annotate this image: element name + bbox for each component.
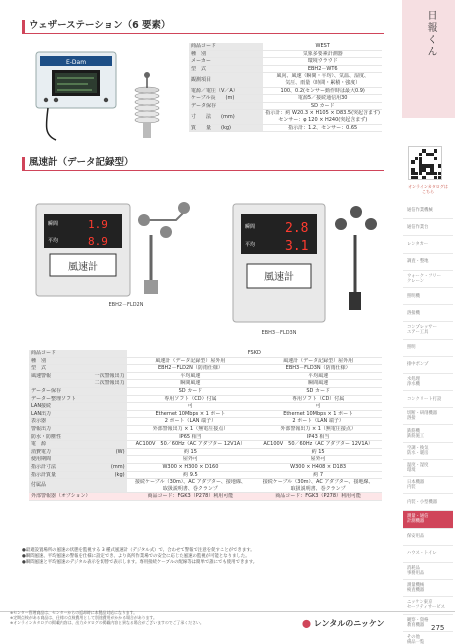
sidebar-category[interactable]: 消耗品 事務用品 <box>403 563 453 580</box>
sidebar-category[interactable]: 照明機 <box>403 288 453 305</box>
spec-row: 指示計寸法 (mm) W300 × H300 × D160 W300 × H408 × D183 <box>29 463 382 471</box>
spec-row: 消費電力 (W) 約 15 約 15 <box>29 448 382 456</box>
weather-station-illustration <box>26 40 176 150</box>
footer-line: ※オンラインカタログの掲載内容は、出力カタログの掲載内容と異なる場合がございますのでご了承ください。 <box>10 620 204 625</box>
spec-row: 型 式 EBH2－WT6 <box>189 65 382 73</box>
right-display-label-1: 瞬間 <box>245 224 256 230</box>
spec-row: 警報出力 外部警報出力 × 1（無電圧接点） 外部警報出力 × 1（無電圧接点） <box>29 425 382 433</box>
spec-row: LAN接続 可 可 <box>29 403 382 411</box>
sidebar-category[interactable]: 観察・資格 教育機器 <box>403 615 453 632</box>
note-line: ●瞬間風速と平均風速のデジタル表示を切替で表示します。専用接続ケーブルの配線等は簡単で誰にでも使用できます。 <box>22 560 258 565</box>
sidebar-category[interactable]: ウォーク・フリー クレーン <box>403 271 453 288</box>
footer-line: ※定期点検がある商品は、仕様の点検費用として別途費用がかかる場合があります。 <box>10 615 157 620</box>
right-display-value-2: 3.1 <box>285 239 309 254</box>
left-display-value-1: 1.9 <box>88 218 108 231</box>
sidebar-category[interactable]: 通信作業機械 <box>403 202 453 219</box>
sidebar-category[interactable]: レンタカー <box>403 236 453 253</box>
spec-row: 商品コード FSKD <box>29 350 382 357</box>
sidebar-category[interactable]: 照明 <box>403 340 453 357</box>
sidebar-category[interactable]: 鉄筋機 鉄筋施工 <box>403 425 453 442</box>
spec-row: データー整理ソフト 専用ソフト（CD）付属 専用ソフト（CD）付属 <box>29 395 382 403</box>
sidebar-title: 日報くん <box>425 10 436 58</box>
category-list <box>403 202 453 644</box>
spec-row: メーカー 環境ウラウド <box>189 58 382 66</box>
anemometer-spec-table <box>29 350 382 501</box>
spec-row: 付属品 接続ケーブル（30m）、AC アダプター、接地線、 取扱説明書、巻クランプ 接続ケーブル（30m）、AC アダプター、接地線、 取扱説明書、巻クランプ <box>29 479 382 493</box>
svg-text:E-Dam: E-Dam <box>65 59 87 66</box>
sidebar-category[interactable]: その他 備品一覧 <box>403 632 453 644</box>
brand-logo: ⬤ レンタルのニッケン <box>302 619 385 628</box>
sidebar-category[interactable]: 空調・換気 防水・暖房 <box>403 443 453 460</box>
spec-row: データー保存 SD カード SD カード <box>29 387 382 395</box>
spec-row: 表示器 2 ポート（LAN 端子） 2 ポート（LAN 端子） <box>29 418 382 426</box>
caption-right: EBH3－FLD3N <box>261 330 297 336</box>
spec-row: 型 式 EBH2－FLD2N（防雨仕様） EBH3－FLD3N（防雨仕様） <box>29 365 382 373</box>
spec-row: 商品コード WEST <box>189 43 382 50</box>
sidebar-category[interactable]: 日本機器 内装 <box>403 477 453 494</box>
spec-row: 寸 法 (mm) 指示計：約 W20.3 × H105 × D83.5(突起含まず) センサー：φ 120 × H240(突起含まず) <box>191 110 380 123</box>
spec-row: 観測項目 風向、風速（瞬間・平均）、気温、湿度、 気圧、雨量（時間・累積・強度） <box>189 73 382 87</box>
sidebar-category[interactable]: 水処理 浄水機 <box>403 374 453 391</box>
spec-row: 指示計質量 (kg) 約 9.5 約 7 <box>29 471 382 479</box>
caption-left: EBH2－FLD2N <box>108 302 144 308</box>
sidebar-category[interactable]: コンクリート打設 <box>403 391 453 408</box>
note-line: ●最適設置場所の風速の状態を監視する 3 種式風速計（デジタル式）で、合わせて警報で注意を促すことができます。 <box>22 548 255 553</box>
anemometer-right-illustration <box>225 180 385 340</box>
spec-row: 種 別 風速計（データ記録型）屋外用 風速計（データ記録型）屋外用 <box>29 357 382 365</box>
sidebar-category[interactable]: 温度・湿度 環境 <box>403 460 453 477</box>
sidebar-category[interactable]: ニッケン東京 セーフティサービス <box>403 597 453 614</box>
spec-row: 質 量 (kg) 指示計：1.2、センサー：0.65 <box>189 124 382 132</box>
left-display-panel-label: 風速計 <box>68 262 98 273</box>
spec-row: データ保存 SD カード <box>189 102 382 110</box>
spec-row: 電 源 AC100V 50／60Hz（AC アダプター 12V1A） AC100V 50／60Hz（AC アダプター 12V1A） <box>29 441 382 449</box>
sidebar-category[interactable]: 溶接機 <box>403 305 453 322</box>
section-title-anemometer: 風速計（データ記録型） <box>22 157 384 171</box>
spec-row: 風速警報 一次警報出力 平均風速 平均風速 <box>29 372 382 380</box>
spec-row: LAN出力 Ethernet 10Mbps × 1 ポート Ethernet 10Mbps × 1 ポート <box>29 410 382 418</box>
sidebar-category[interactable]: 通信作業台 <box>403 219 453 236</box>
section-title-weather: ウェザーステーション（6 要素） <box>22 20 384 34</box>
spec-row: 使用期間 屋外可 屋外可 <box>29 456 382 464</box>
sidebar-category[interactable]: 保安用品 <box>403 529 453 546</box>
anemometer-left-illustration <box>26 180 226 310</box>
sidebar-category[interactable]: 測量機械 検査機器 <box>403 580 453 597</box>
right-display-value-1: 2.8 <box>285 221 309 236</box>
qr-code[interactable] <box>408 146 442 180</box>
sidebar-category[interactable]: 測量・通信 計測機器 <box>403 511 453 528</box>
left-display-value-2: 8.9 <box>88 235 108 248</box>
page-number: 275 <box>431 624 445 632</box>
sidebar-category[interactable]: コンプレッサー エアー工具 <box>403 322 453 339</box>
sidebar-category[interactable]: 切断・研削機器 溶接 <box>403 408 453 425</box>
sidebar-category[interactable]: 排中ポンプ <box>403 357 453 374</box>
sidebar-category[interactable]: 調査・整地 <box>403 254 453 271</box>
left-display-label-1: 瞬間 <box>48 221 59 227</box>
right-display-label-2: 平均 <box>245 242 256 248</box>
spec-row: 二次警報出力 瞬間風速 瞬間風速 <box>29 380 382 388</box>
footer-line: ※センター管理商品は、センターからの返却時に本製品対応になります。 <box>10 610 138 615</box>
notes <box>22 548 257 566</box>
note-line: ●瞬間風速、平均風速の警報を仕様に設定でき、より高所作業場での安全に応じた風速の監視が可能となりました。 <box>22 554 250 559</box>
sidebar-category[interactable]: 内装・小型機器 <box>403 494 453 511</box>
spec-row: 種 別 気象多要素計測器 <box>189 50 382 58</box>
spec-row: 外部警報器（オプション） 商品コード：FGK3（P278）利用可能 商品コード：FGK3（P278）利用可能 <box>29 493 382 501</box>
weather-spec-table <box>189 43 382 132</box>
online-catalog-link[interactable]: オンラインカタログは こちら <box>408 184 448 194</box>
right-display-panel-label: 風速計 <box>264 272 294 283</box>
footer-notes <box>10 610 204 625</box>
spec-row: ケーブル長 (m) 電源5／接続通信用30 <box>189 95 382 103</box>
left-display-label-2: 平均 <box>48 238 59 244</box>
spec-row: 電源／電圧（V／A） 100、0.2(センサー動作時は最大0.9) <box>189 87 382 95</box>
sidebar-category[interactable]: ハウス・トイレ <box>403 546 453 563</box>
spec-row: 防水・防塵性 IP65 相当 IP43 相当 <box>29 433 382 441</box>
